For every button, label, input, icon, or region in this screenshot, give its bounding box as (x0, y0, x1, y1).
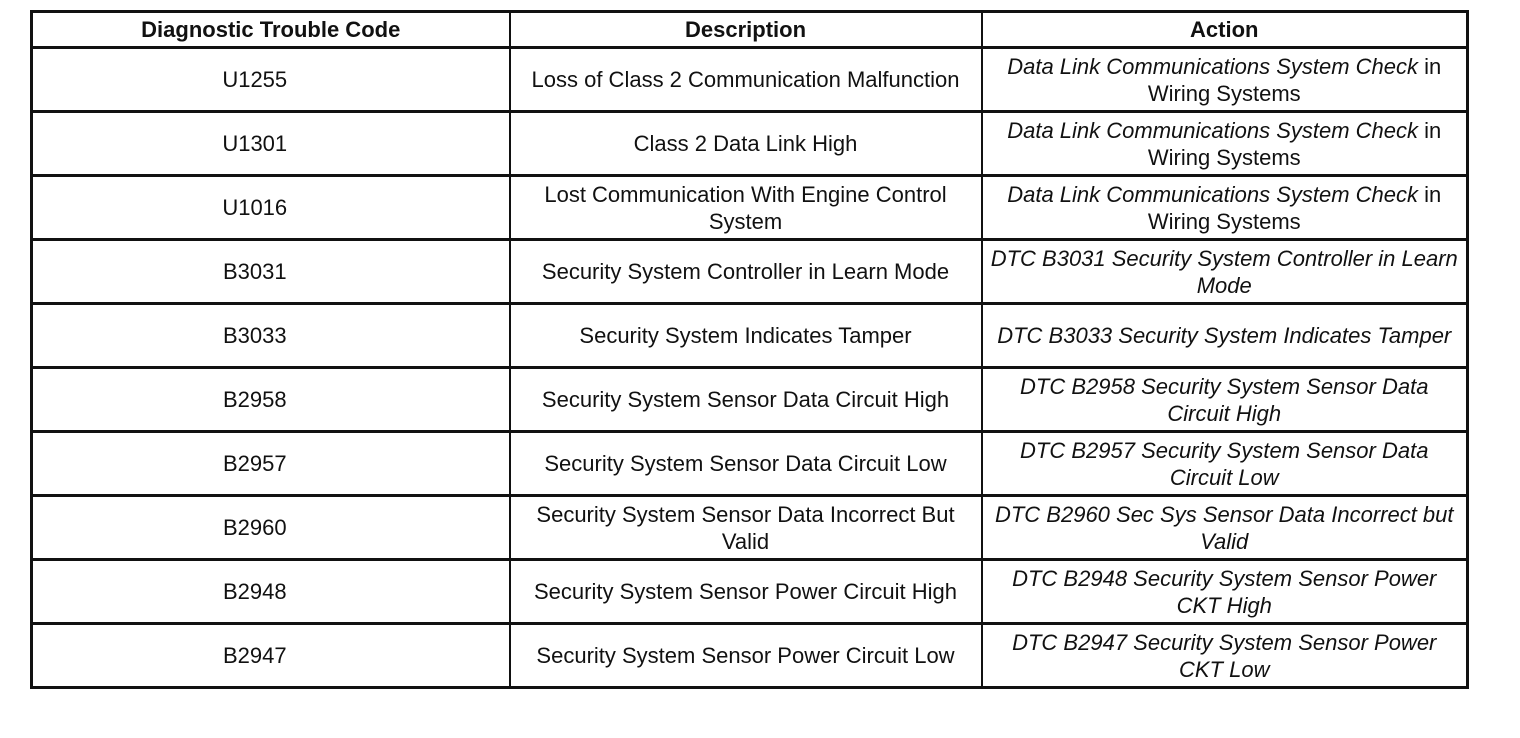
table-row (32, 560, 1468, 624)
cell-description: Security System Sensor Data Circuit Low (510, 432, 982, 496)
table-row (32, 112, 1468, 176)
action-reference: Data Link Communications System Check (1007, 53, 1419, 79)
cell-action (982, 560, 1468, 624)
cell-description: Security System Sensor Power Circuit High (510, 560, 982, 624)
cell-action (982, 368, 1468, 432)
table-header-row (32, 12, 1468, 48)
action-reference: Data Link Communications System Check (1007, 181, 1419, 207)
cell-code: B2958 (32, 368, 510, 432)
dtc-table (30, 10, 1469, 689)
cell-code: U1016 (32, 176, 510, 240)
header-code: Diagnostic Trouble Code (32, 12, 510, 48)
cell-code: B2948 (32, 560, 510, 624)
cell-description: Security System Sensor Power Circuit Low (510, 624, 982, 688)
table-row (32, 48, 1468, 112)
cell-description: Security System Indicates Tamper (510, 304, 982, 368)
cell-action (982, 240, 1468, 304)
cell-action (982, 304, 1468, 368)
action-reference: DTC B3031 Security System Controller in Learn Mode (990, 245, 1458, 298)
action-reference: DTC B2947 Security System Sensor Power CKT Low (1012, 629, 1437, 682)
action-reference: DTC B2948 Security System Sensor Power CKT High (1012, 565, 1437, 618)
cell-code: B2960 (32, 496, 510, 560)
action-suffix: in Wiring Systems (1147, 181, 1442, 234)
table-row (32, 368, 1468, 432)
cell-code: B3033 (32, 304, 510, 368)
action-reference: Data Link Communications System Check (1007, 117, 1419, 143)
action-reference: DTC B2958 Security System Sensor Data Circuit High (1020, 373, 1429, 426)
action-suffix: in Wiring Systems (1147, 53, 1442, 106)
cell-code: B2957 (32, 432, 510, 496)
table-row (32, 624, 1468, 688)
cell-description: Lost Communication With Engine Control System (510, 176, 982, 240)
table-row (32, 496, 1468, 560)
cell-code: U1301 (32, 112, 510, 176)
cell-action (982, 112, 1468, 176)
cell-description: Loss of Class 2 Communication Malfunction (510, 48, 982, 112)
cell-action (982, 176, 1468, 240)
table-row (32, 432, 1468, 496)
cell-action (982, 48, 1468, 112)
cell-code: B3031 (32, 240, 510, 304)
cell-description: Security System Sensor Data Incorrect But Valid (510, 496, 982, 560)
cell-description: Security System Sensor Data Circuit High (510, 368, 982, 432)
table-row (32, 176, 1468, 240)
cell-description: Class 2 Data Link High (510, 112, 982, 176)
cell-description: Security System Controller in Learn Mode (510, 240, 982, 304)
action-reference: DTC B2957 Security System Sensor Data Circuit Low (1020, 437, 1429, 490)
table-row (32, 240, 1468, 304)
cell-action (982, 624, 1468, 688)
cell-action (982, 432, 1468, 496)
header-description: Description (510, 12, 982, 48)
cell-code: U1255 (32, 48, 510, 112)
action-suffix: in Wiring Systems (1147, 117, 1442, 170)
cell-action (982, 496, 1468, 560)
cell-code: B2947 (32, 624, 510, 688)
action-reference: DTC B2960 Sec Sys Sensor Data Incorrect but Valid (994, 501, 1454, 554)
header-action: Action (982, 12, 1468, 48)
table-row (32, 304, 1468, 368)
action-reference: DTC B3033 Security System Indicates Tamper (997, 323, 1452, 348)
